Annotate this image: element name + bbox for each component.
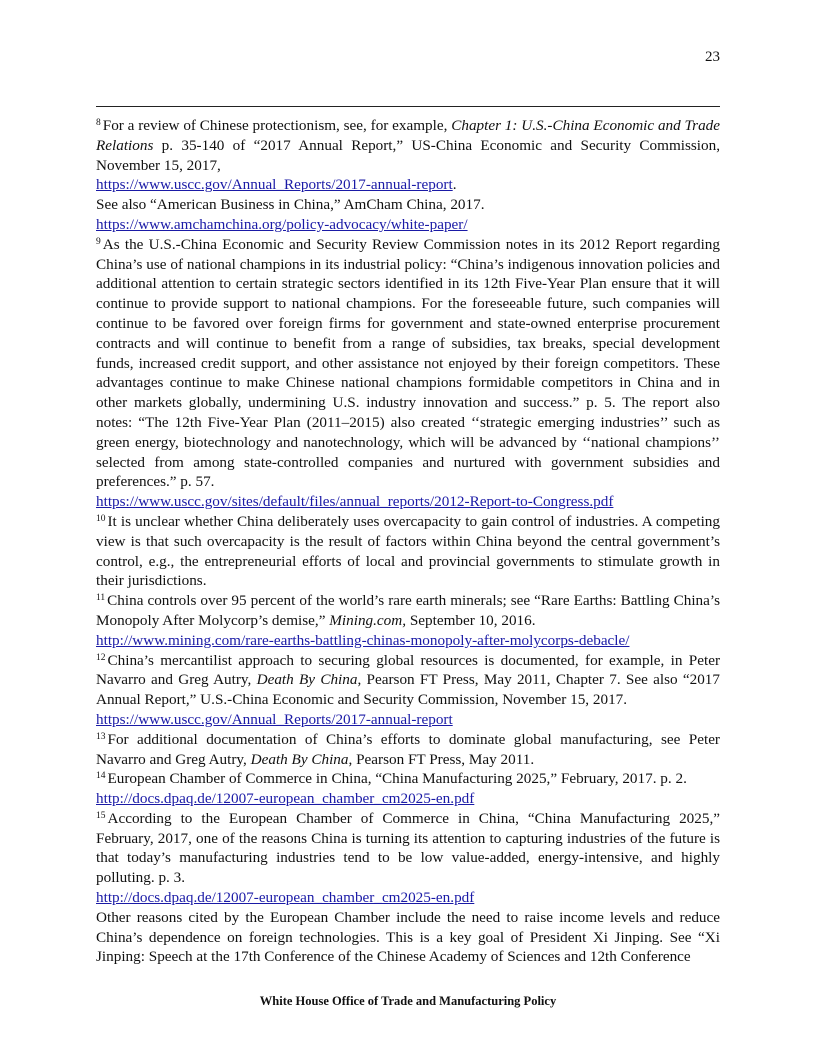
italic-title: Mining.com, [329,611,407,629]
footnote-number: 14 [96,771,106,782]
italic-title: Chapter 1: U.S.-China Economic and Trade Relations [96,117,720,154]
footnote-9-link-line [96,492,720,512]
footnote-13: $^{13}$ For additional documentation of China’s efforts to dominate global manufacturing, see Peter Navarro and Greg Autry, Death By China, Pearson FT Press, May 2011. [96,730,720,768]
footnote-14-link-line [96,789,720,809]
page-number: 23 [705,49,720,65]
footnote-9: $^9$ As the U.S.-China Economic and Security Review Commission notes in its 2012 Report regarding China’s use of national champions in its industrial policy: “China’s indigenous innovation policies and additional attention to certain strategic sectors identified in its 12th Five-Year Plan ensure that it will continue to provide support to national champions. For the foreseeable future, such companies will continue to be favored over foreign firms for government and state-owned enterprise procurement contracts and will continue to benefit from a range of subsidies, tax breaks, special development funds, increased credit support, and other assistance not enjoyed by their foreign competitors. These advantages continue to make Chinese national champions formidable competitors in China and in other markets globally, undermining U.S. industry innovation and success.” p. 5. The report also notes: “The 12th Five-Year Plan (2011–2015) also created ‘‘strategic emerging industries’’ such as green energy, biotechnology and nanotechnology, which will be advanced by ‘‘national champions’’ selected from among state-controlled companies and nurtured with government subsidies and preferences.” p. 57. [96,235,720,491]
footnote-8: $^8$ For a review of Chinese protectionism, see, for example, Chapter 1: U.S.-China Economic and Trade Relations p. 35-140 of “2017 Annual Report,” US-China Economic and Security Commission, November 15, 2017, [96,117,720,174]
link-european-chamber[interactable]: http://docs.dpaq.de/12007-european_chamber_cm2025-en.pdf [96,889,475,907]
footnote-14: $^{14}$ European Chamber of Commerce in China, “China Manufacturing 2025,” February, 2017. p. 2. [96,770,687,788]
page-footer: White House Office of Trade and Manufacturing Policy [259,994,557,1008]
footnote-15-link-line [96,888,720,908]
link-mining[interactable]: http://www.mining.com/rare-earths-battling-chinas-monopoly-after-molycorps-debacle/ [96,631,630,649]
link-uscc-2017-report[interactable]: https://www.uscc.gov/Annual_Reports/2017-annual-report [96,176,453,194]
footnote-10: $^{10}$ It is unclear whether China deliberately uses overcapacity to gain control of industries. A competing view is that such overcapacity is the result of factors within China beyond the central government’s control, e.g., the entrepreneurial efforts of local and provincial governments to stimulate growth in their jurisdictions. [96,512,720,590]
footnote-number: 8 [96,118,101,128]
italic-title: Death By China [256,671,358,689]
footnote-number: 13 [96,731,106,742]
footnote-8-see-also: See also “American Business in China,” AmCham China, 2017. [96,196,485,214]
link-uscc-2012-report[interactable]: https://www.uscc.gov/sites/default/files/annual_reports/2012-Report-to-Congress.pdf [96,493,614,511]
footnote-number: 11 [96,593,106,604]
footnote-12: $^{12}$ China’s mercantilist approach to securing global resources is documented, for example, in Peter Navarro and Greg Autry, Death By China, Pearson FT Press, May 2011, Chapter 7. See also “2017 Annual Report,” U.S.-China Economic and Security Commission, November 15, 2017. [96,651,720,709]
link-amcham[interactable]: https://www.amchamchina.org/policy-advocacy/white-paper/ [96,215,468,233]
link-european-chamber[interactable]: http://docs.dpaq.de/12007-european_chamber_cm2025-en.pdf [96,790,475,808]
footnotes [96,116,720,967]
footnote-number: 15 [96,810,106,821]
footnote-number: 10 [96,513,106,524]
footnote-11-link-line [96,631,720,651]
footnote-15: $^{15}$ According to the European Chamber of Commerce in China, “China Manufacturing 2025,” February, 2017, one of the reasons China is turning its attention to capturing industries of the future is that today’s manufacturing industries tend to be low value-added, energy-intensive, and highly polluting. p. 3. [96,809,720,887]
footnote-8-link-line: https://www.uscc.gov/Annual_Reports/2017-annual-report. [96,176,457,194]
link-uscc-2017-report[interactable]: https://www.uscc.gov/Annual_Reports/2017-annual-report [96,710,453,728]
footnote-separator [96,106,720,107]
footnote-15-continuation: Other reasons cited by the European Chamber include the need to raise income levels and reduce China’s dependence on foreign technologies. This is a key goal of President Xi Jinping. See “Xi Jinping: Speech at the 17th Conference of the Chinese Academy of Sciences and 12th Conference [96,908,720,966]
italic-title: Death By China [250,750,349,768]
footnote-number: 12 [96,652,106,663]
footnote-11: $^{11}$ China controls over 95 percent of the world’s rare earth minerals; see “Rare Earths: Battling China’s Monopoly After Molycorp’s demise,” Mining.com, September 10, 2016. [96,592,720,629]
footnote-12-link-line [96,710,720,730]
footnote-number: 9 [96,236,101,247]
footnote-8-link-line-2 [96,215,720,235]
